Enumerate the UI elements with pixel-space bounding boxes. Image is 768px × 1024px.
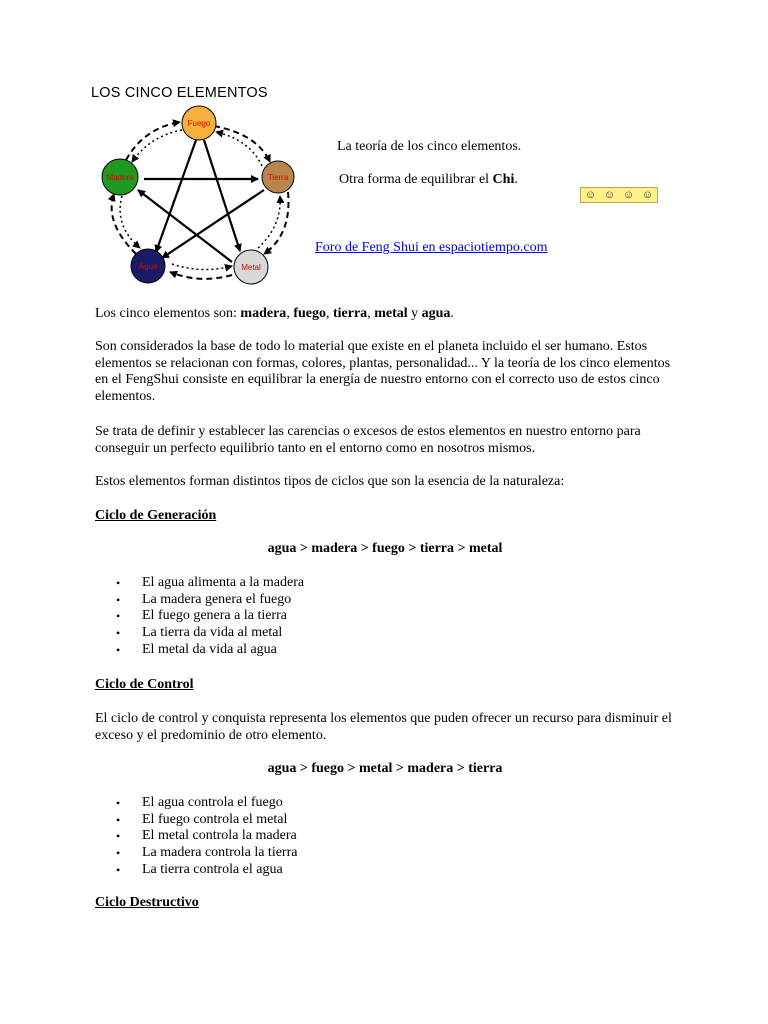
intro-chi-text: Otra forma de equilibrar el Chi. — [339, 172, 518, 187]
generation-sequence: agua > madera > fuego > tierra > metal — [267, 541, 503, 556]
inner-arrow-fuego-madera — [132, 130, 182, 162]
svg-text:Metal: Metal — [241, 263, 261, 272]
list-item: • La madera controla la tierra — [113, 845, 297, 862]
elements-list-paragraph: Los cinco elementos son: madera, fuego, tierra, metal y agua. — [95, 306, 454, 321]
list-item: • La tierra da vida al metal — [113, 625, 304, 642]
svg-text:Madera: Madera — [106, 173, 134, 182]
page-title: LOS CINCO ELEMENTOS — [91, 85, 268, 101]
star-arrow-fuego-metal — [204, 140, 240, 251]
node-tierra — [262, 161, 294, 193]
inner-arrow-tierra-fuego — [216, 132, 262, 166]
node-madera — [102, 159, 138, 195]
star-arrow-fuego-agua — [156, 140, 196, 252]
list-item: • La tierra controla el agua — [113, 862, 297, 879]
section-heading-control: Ciclo de Control — [95, 677, 194, 692]
inner-arrow-madera-agua — [120, 196, 140, 248]
list-item: • La madera genera el fuego — [113, 592, 304, 609]
generation-list — [113, 575, 304, 659]
paragraph: Son considerados la base de todo lo material que existe en el planeta incluido el ser humano. Estos elementos se relacionan con formas, colores, plantas, personalidad... Y la teoría de los cinco elementos en el FengShui consiste en equilibrar la energía de nuestro entorno con el correcto uso de estos cinco elementos. — [95, 339, 671, 404]
intro-text: La teoría de los cinco elementos. — [337, 139, 522, 154]
smiley-icon: ☺ — [641, 189, 654, 201]
list-item: • El fuego controla el metal — [113, 812, 297, 829]
forum-link[interactable]: Foro de Feng Shui en espaciotiempo.com — [315, 240, 548, 255]
list-item: • El fuego genera a la tierra — [113, 608, 304, 625]
paragraph: El ciclo de control y conquista representa los elementos que puden ofrecer un recurso para disminuir el exceso y el predominio de otro elemento. — [95, 711, 672, 743]
list-item: • El metal controla la madera — [113, 828, 297, 845]
cycle-arrow-agua-madera — [112, 194, 136, 254]
list-item: • El agua controla el fuego — [113, 795, 297, 812]
svg-text:Fuego: Fuego — [187, 119, 211, 128]
inner-arrow-agua-metal — [172, 264, 232, 270]
paragraph: Se trata de definir y establecer las carencias o excesos de estos elementos en nuestro entorno para conseguir un perfecto equilibrio tanto en el entorno como en nosotros mismos. — [95, 424, 641, 456]
control-sequence: agua > fuego > metal > madera > tierra — [267, 761, 503, 776]
node-agua — [131, 249, 165, 283]
section-heading-destructive: Ciclo Destructivo — [95, 895, 199, 910]
chi-word: Chi — [492, 172, 515, 187]
smiley-icon: ☺ — [584, 189, 597, 201]
smiley-icon: ☺ — [603, 189, 616, 201]
list-item: • El metal da vida al agua — [113, 642, 304, 659]
node-metal — [234, 250, 268, 284]
section-heading-generation: Ciclo de Generación — [95, 508, 217, 523]
cycle-arrow-metal-agua — [170, 272, 232, 279]
node-fuego — [182, 106, 216, 140]
control-list — [113, 795, 297, 879]
list-item: • El agua alimenta a la madera — [113, 575, 304, 592]
paragraph: Estos elementos forman distintos tipos de ciclos que son la esencia de la naturaleza: — [95, 474, 565, 489]
emoticon-strip — [580, 187, 658, 203]
cycle-arrow-fuego-tierra — [214, 126, 270, 162]
svg-text:Tierra: Tierra — [267, 173, 289, 182]
five-elements-diagram — [92, 104, 302, 289]
svg-text:Agua: Agua — [138, 262, 158, 271]
smiley-icon: ☺ — [622, 189, 635, 201]
